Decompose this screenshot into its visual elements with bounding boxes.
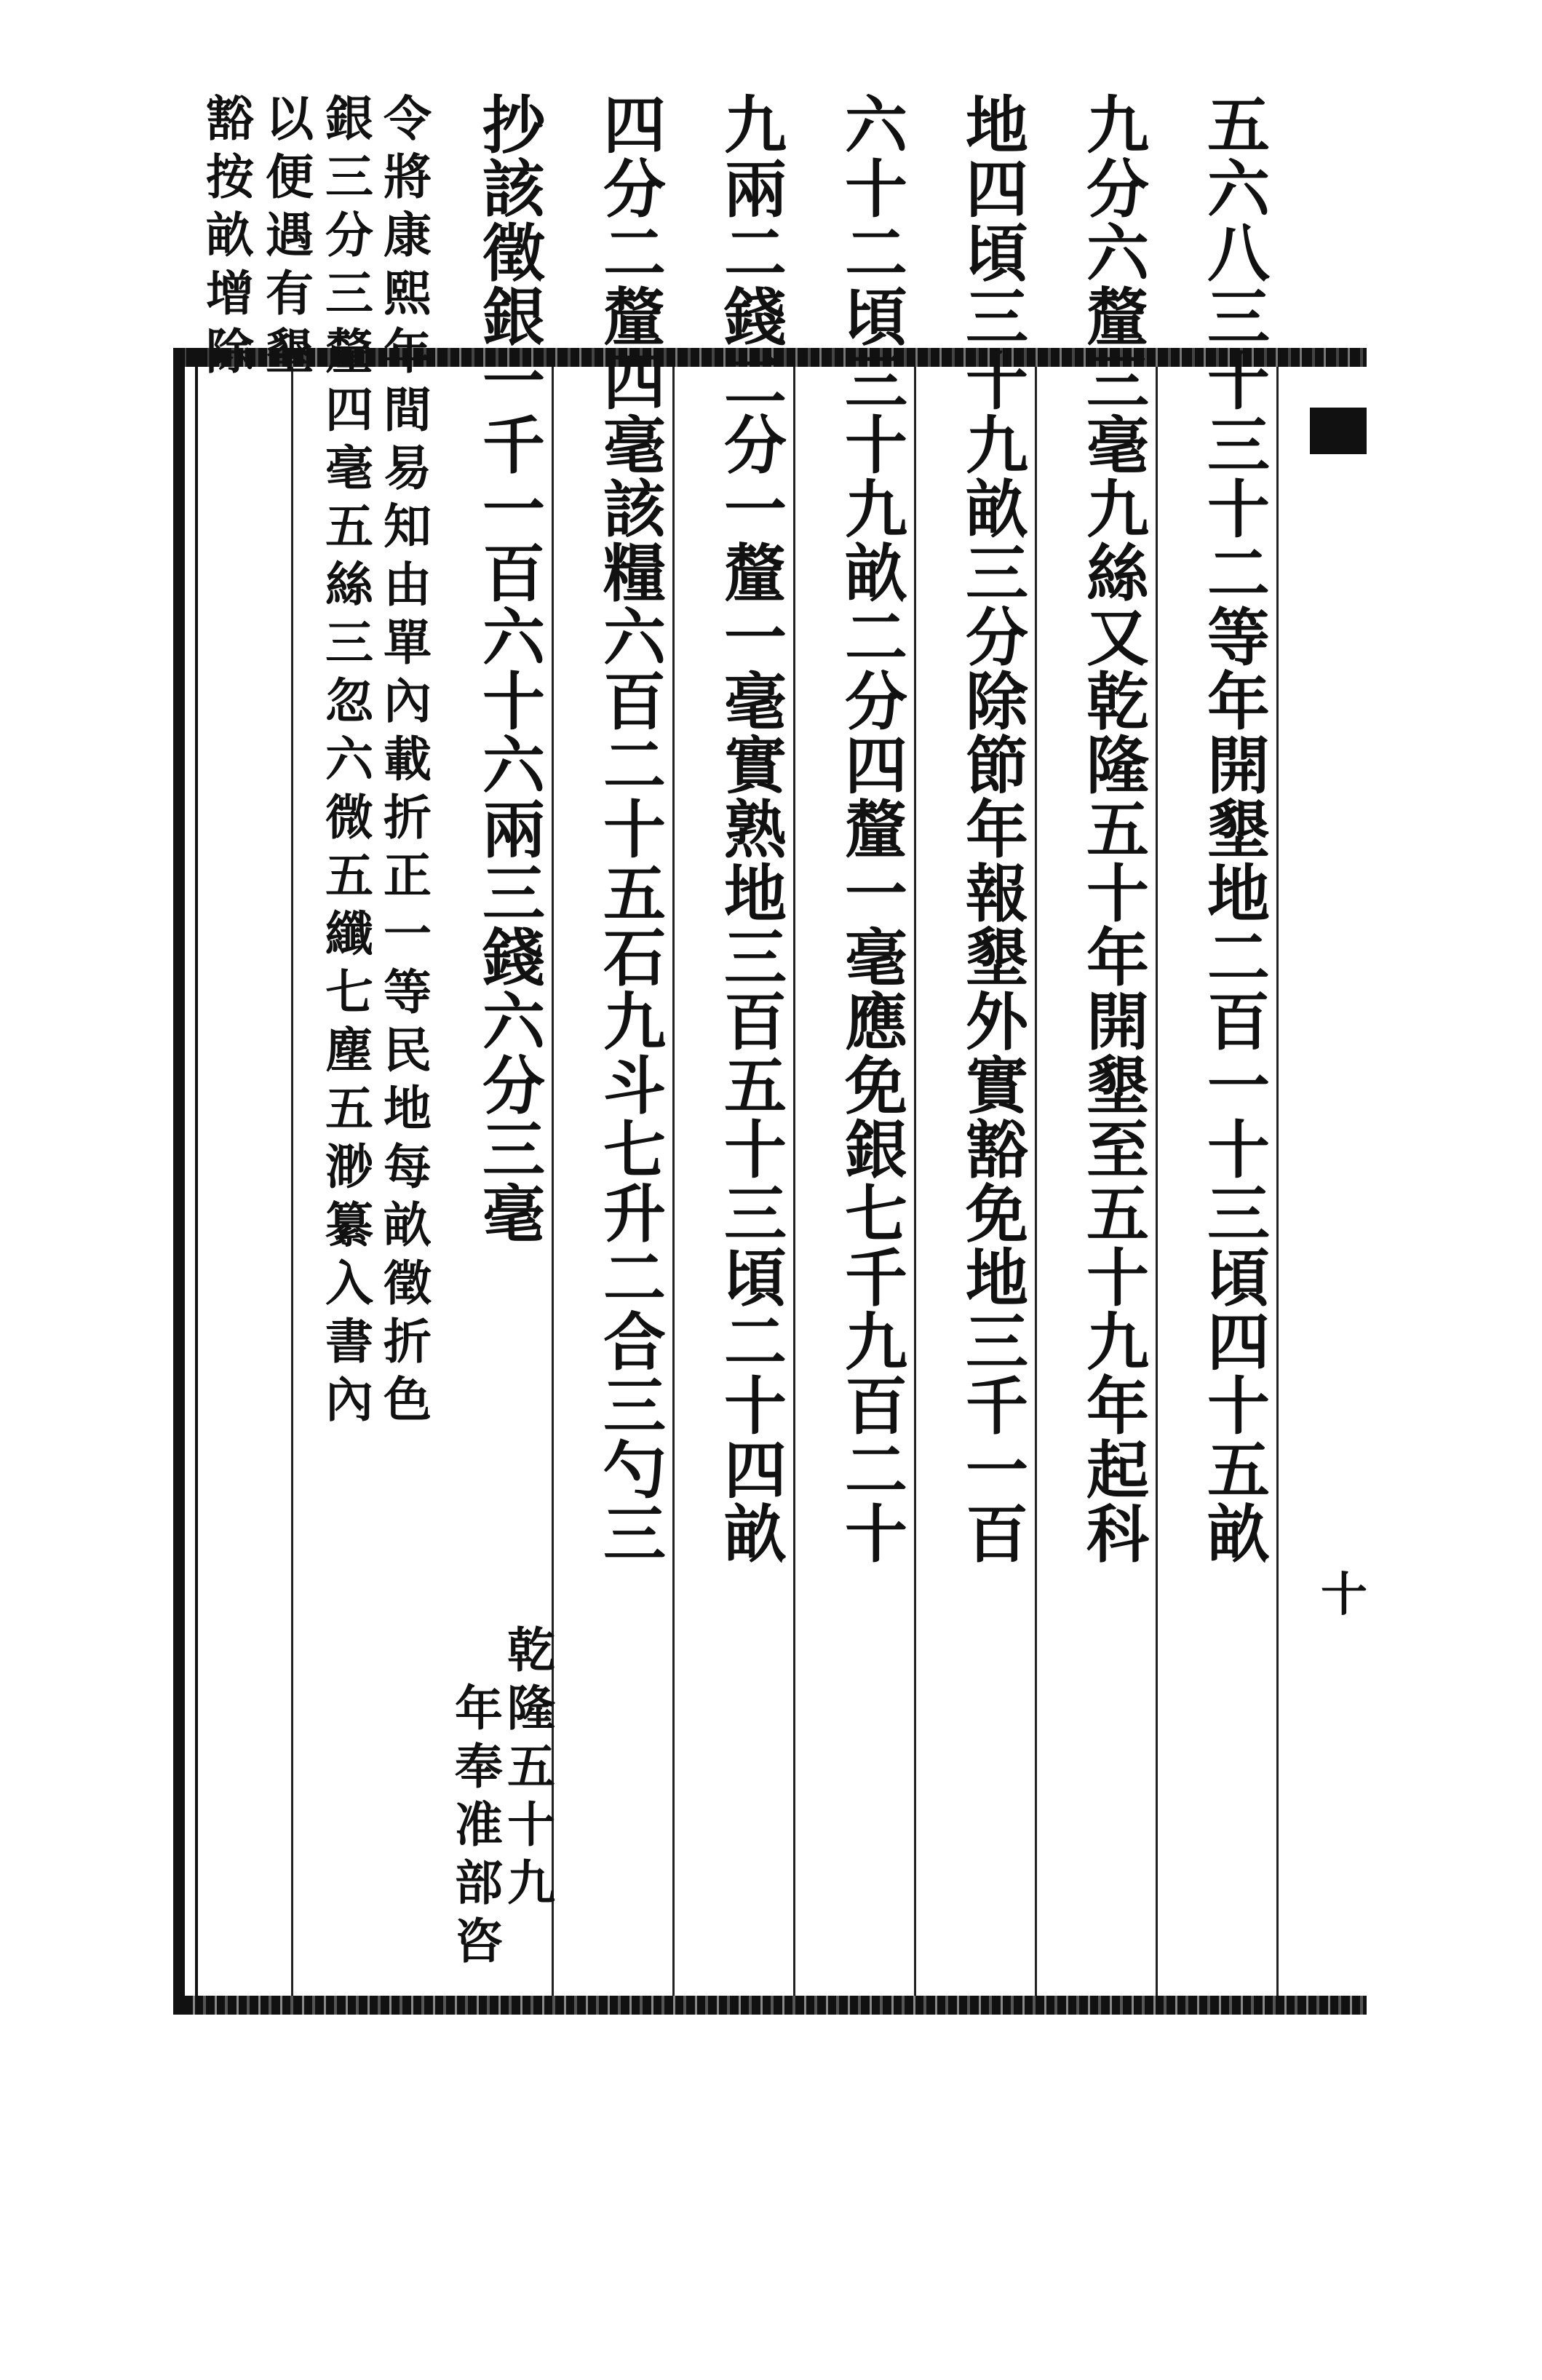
glyph: 十 (482, 665, 545, 739)
glyph: 豁 (966, 1114, 1028, 1187)
glyph: 一 (724, 473, 787, 547)
glyph: 六 (1207, 153, 1270, 226)
glyph: 毫 (845, 921, 907, 995)
glyph: 二 (1207, 537, 1270, 611)
glyph: 地 (724, 857, 787, 931)
glyph: 除 (206, 323, 254, 380)
glyph: 民 (383, 1022, 432, 1079)
glyph: 十 (1207, 473, 1270, 547)
glyph: 實 (966, 1050, 1028, 1123)
glyph: 四 (603, 345, 666, 419)
glyph: 二 (603, 1242, 666, 1315)
glyph: 頃 (724, 1242, 787, 1315)
glyph: 忽 (325, 673, 373, 729)
glyph: 內 (325, 1371, 373, 1428)
glyph: 千 (845, 1242, 907, 1315)
glyph: 由 (383, 556, 432, 613)
glyph: 徵 (482, 217, 545, 290)
glyph: 三 (325, 265, 373, 322)
text-column-5 (712, 89, 799, 1571)
glyph: 知 (383, 498, 432, 555)
glyph: 三 (603, 1498, 666, 1571)
glyph: 便 (266, 148, 314, 205)
glyph: 報 (966, 857, 1028, 931)
glyph: 九 (1086, 1306, 1149, 1379)
glyph: 六 (482, 729, 545, 803)
glyph: 起 (1086, 1434, 1149, 1507)
glyph: 兩 (482, 793, 545, 867)
glyph: 渺 (325, 1138, 373, 1195)
glyph: 三 (325, 148, 373, 205)
glyph: 合 (603, 1306, 666, 1379)
glyph: 免 (845, 1050, 907, 1123)
glyph: 頃 (966, 217, 1028, 290)
glyph: 開 (1207, 729, 1270, 803)
glyph: 五 (325, 498, 373, 555)
glyph: 三 (603, 1370, 666, 1443)
glyph: 三 (482, 1114, 545, 1187)
glyph: 畝 (383, 1197, 432, 1253)
glyph: 四 (1207, 1306, 1270, 1379)
glyph: 每 (383, 1138, 432, 1195)
glyph: 實 (724, 729, 787, 803)
glyph: 色 (383, 1371, 432, 1428)
glyph: 折 (383, 1313, 432, 1370)
glyph: 五 (1207, 89, 1270, 162)
glyph: 抄 (482, 89, 545, 162)
glyph: 該 (603, 473, 666, 547)
bottom-border (173, 1996, 1367, 2015)
glyph: 康 (383, 207, 432, 263)
glyph: 隆 (507, 1680, 555, 1737)
glyph: 九 (1086, 473, 1149, 547)
glyph: 等 (1207, 601, 1270, 675)
glyph: 九 (845, 473, 907, 547)
glyph: 四 (845, 729, 907, 803)
glyph: 二 (724, 1306, 787, 1379)
text-column-1 (1195, 89, 1282, 1571)
glyph: 熙 (383, 265, 432, 322)
glyph: 三 (845, 345, 907, 419)
glyph: 六 (845, 89, 907, 162)
glyph: 三 (1207, 281, 1270, 354)
text-column-10 (261, 90, 319, 386)
glyph: 錢 (482, 921, 545, 995)
glyph: 地 (1207, 857, 1270, 931)
glyph: 十 (724, 1114, 787, 1187)
glyph: 三 (1086, 345, 1149, 419)
glyph: 地 (383, 1080, 432, 1137)
glyph: 六 (482, 601, 545, 675)
glyph: 五 (603, 857, 666, 931)
text-column-4 (832, 89, 920, 1571)
glyph: 應 (845, 985, 907, 1059)
glyph: 百 (845, 1370, 907, 1443)
glyph: 五 (1086, 793, 1149, 867)
glyph: 畝 (845, 537, 907, 611)
glyph: 准 (455, 1796, 503, 1853)
glyph: 五 (724, 1050, 787, 1123)
glyph: 徵 (383, 1255, 432, 1312)
glyph: 分 (724, 409, 787, 483)
glyph: 七 (325, 964, 373, 1020)
annotation-note-b (455, 1680, 503, 1975)
glyph: 三 (724, 921, 787, 995)
glyph: 微 (325, 789, 373, 846)
glyph: 墾 (1207, 793, 1270, 867)
fishtail-mark (1310, 408, 1367, 454)
glyph: 年 (1086, 1370, 1149, 1443)
glyph: 三 (966, 537, 1028, 611)
glyph: 勺 (603, 1434, 666, 1507)
glyph: 三 (966, 281, 1028, 354)
glyph: 分 (603, 153, 666, 226)
glyph: 分 (482, 1050, 545, 1123)
glyph: 熟 (724, 793, 787, 867)
glyph: 除 (966, 665, 1028, 739)
glyph: 二 (1207, 921, 1270, 995)
glyph: 二 (603, 217, 666, 290)
glyph: 釐 (325, 323, 373, 380)
glyph: 毫 (603, 409, 666, 483)
glyph: 三 (966, 1306, 1028, 1379)
annotation-note-a (507, 1622, 555, 1917)
glyph: 十 (845, 153, 907, 226)
glyph: 二 (724, 217, 787, 290)
glyph: 九 (603, 985, 666, 1059)
glyph: 五 (1086, 1178, 1149, 1251)
glyph: 十 (845, 1498, 907, 1571)
glyph: 又 (1086, 601, 1149, 675)
text-column-8 (378, 90, 437, 1434)
glyph: 開 (1086, 985, 1149, 1059)
glyph: 增 (206, 265, 254, 322)
glyph: 二 (845, 217, 907, 290)
glyph: 九 (1086, 89, 1149, 162)
glyph: 令 (383, 90, 432, 147)
glyph: 分 (325, 207, 373, 263)
glyph: 豁 (206, 90, 254, 147)
glyph: 三 (482, 857, 545, 931)
glyph: 六 (482, 985, 545, 1059)
glyph: 纖 (325, 905, 373, 962)
glyph: 有 (266, 265, 314, 322)
glyph: 十 (507, 1796, 555, 1853)
glyph: 折 (383, 789, 432, 846)
glyph: 釐 (1086, 281, 1149, 354)
glyph: 三 (325, 614, 373, 671)
left-border (173, 348, 185, 2015)
glyph: 毫 (325, 440, 373, 496)
glyph: 五 (325, 1080, 373, 1137)
glyph: 八 (1207, 217, 1270, 290)
glyph: 將 (383, 148, 432, 205)
glyph: 四 (603, 89, 666, 162)
text-column-3 (953, 89, 1041, 1571)
glyph: 釐 (845, 793, 907, 867)
glyph: 正 (383, 847, 432, 904)
glyph: 毫 (1086, 409, 1149, 483)
glyph: 糧 (603, 537, 666, 611)
glyph: 十 (724, 1370, 787, 1443)
glyph: 四 (966, 153, 1028, 226)
glyph: 九 (845, 1306, 907, 1379)
text-column-7 (470, 89, 557, 1251)
glyph: 畝 (206, 207, 254, 263)
glyph: 一 (1207, 1050, 1270, 1123)
glyph: 六 (325, 731, 373, 788)
glyph: 五 (507, 1738, 555, 1795)
glyph: 一 (482, 345, 545, 419)
glyph: 纂 (325, 1197, 373, 1253)
glyph: 升 (603, 1178, 666, 1251)
glyph: 十 (1086, 1242, 1149, 1315)
glyph: 咨 (455, 1913, 503, 1970)
glyph: 五 (325, 847, 373, 904)
glyph: 奉 (455, 1738, 503, 1795)
glyph: 科 (1086, 1498, 1149, 1571)
glyph: 十 (845, 409, 907, 483)
glyph: 分 (966, 601, 1028, 675)
glyph: 一 (383, 905, 432, 962)
glyph: 二 (603, 729, 666, 803)
text-column-9 (320, 90, 378, 1434)
glyph: 一 (845, 857, 907, 931)
glyph: 六 (603, 601, 666, 675)
glyph: 等 (383, 964, 432, 1020)
glyph: 單 (383, 614, 432, 671)
glyph: 四 (325, 381, 373, 438)
glyph: 間 (383, 381, 432, 438)
glyph: 二 (724, 345, 787, 419)
glyph: 九 (507, 1855, 555, 1911)
glyph: 內 (383, 673, 432, 729)
glyph: 乾 (507, 1622, 555, 1678)
glyph: 年 (1207, 665, 1270, 739)
glyph: 七 (603, 1114, 666, 1187)
glyph: 節 (966, 729, 1028, 803)
glyph: 毫 (724, 665, 787, 739)
glyph: 九 (724, 89, 787, 162)
glyph: 畝 (1207, 1498, 1270, 1571)
glyph: 免 (966, 1178, 1028, 1251)
glyph: 部 (455, 1855, 503, 1911)
text-column-6 (591, 89, 678, 1571)
glyph: 三 (1207, 1178, 1270, 1251)
glyph: 兩 (724, 153, 787, 226)
glyph: 斗 (603, 1050, 666, 1123)
glyph: 墾 (266, 323, 314, 380)
glyph: 百 (724, 985, 787, 1059)
glyph: 頃 (1207, 1242, 1270, 1315)
glyph: 畝 (966, 473, 1028, 547)
glyph: 分 (845, 665, 907, 739)
glyph: 銀 (482, 281, 545, 354)
glyph: 二 (845, 1434, 907, 1507)
glyph: 銀 (845, 1114, 907, 1187)
glyph: 釐 (724, 537, 787, 611)
glyph: 一 (724, 601, 787, 675)
glyph: 年 (966, 793, 1028, 867)
glyph: 四 (724, 1434, 787, 1507)
glyph: 三 (724, 1178, 787, 1251)
text-column-2 (1074, 89, 1161, 1571)
glyph: 絲 (325, 556, 373, 613)
glyph: 遇 (266, 207, 314, 263)
glyph: 墾 (966, 921, 1028, 995)
glyph: 外 (966, 985, 1028, 1059)
glyph: 畝 (724, 1498, 787, 1571)
glyph: 十 (1207, 345, 1270, 419)
glyph: 墾 (1086, 1050, 1149, 1123)
glyph: 百 (603, 665, 666, 739)
glyph: 銀 (325, 90, 373, 147)
left-border-inner (195, 348, 198, 2015)
glyph: 五 (1207, 1434, 1270, 1507)
glyph: 地 (966, 1242, 1028, 1315)
glyph: 毫 (482, 1178, 545, 1251)
glyph: 分 (1086, 153, 1149, 226)
glyph: 六 (1086, 217, 1149, 290)
glyph: 百 (1207, 985, 1270, 1059)
glyph: 書 (325, 1313, 373, 1370)
glyph: 百 (482, 537, 545, 611)
glyph: 以 (266, 90, 314, 147)
glyph: 易 (383, 440, 432, 496)
glyph: 釐 (603, 281, 666, 354)
glyph: 隆 (1086, 729, 1149, 803)
glyph: 十 (966, 345, 1028, 419)
glyph: 塵 (325, 1022, 373, 1079)
glyph: 年 (1086, 921, 1149, 995)
glyph: 至 (1086, 1114, 1149, 1187)
glyph: 一 (966, 1434, 1028, 1507)
glyph: 絲 (1086, 537, 1149, 611)
edge-character: 十 (1321, 1568, 1367, 1622)
glyph: 該 (482, 153, 545, 226)
glyph: 石 (603, 921, 666, 995)
glyph: 七 (845, 1178, 907, 1251)
glyph: 頃 (845, 281, 907, 354)
glyph: 千 (482, 409, 545, 483)
glyph: 乾 (1086, 665, 1149, 739)
column-divider (291, 367, 293, 1996)
glyph: 按 (206, 148, 254, 205)
glyph: 載 (383, 731, 432, 788)
glyph: 年 (455, 1680, 503, 1737)
glyph: 地 (966, 89, 1028, 162)
glyph: 百 (966, 1498, 1028, 1571)
glyph: 錢 (724, 281, 787, 354)
glyph: 千 (966, 1370, 1028, 1443)
glyph: 三 (1207, 409, 1270, 483)
glyph: 十 (603, 793, 666, 867)
glyph: 九 (966, 409, 1028, 483)
glyph: 十 (1086, 857, 1149, 931)
glyph: 一 (482, 473, 545, 547)
glyph: 年 (383, 323, 432, 380)
glyph: 十 (1207, 1370, 1270, 1443)
glyph: 入 (325, 1255, 373, 1312)
text-column-11 (201, 90, 259, 386)
glyph: 二 (845, 601, 907, 675)
glyph: 十 (1207, 1114, 1270, 1187)
